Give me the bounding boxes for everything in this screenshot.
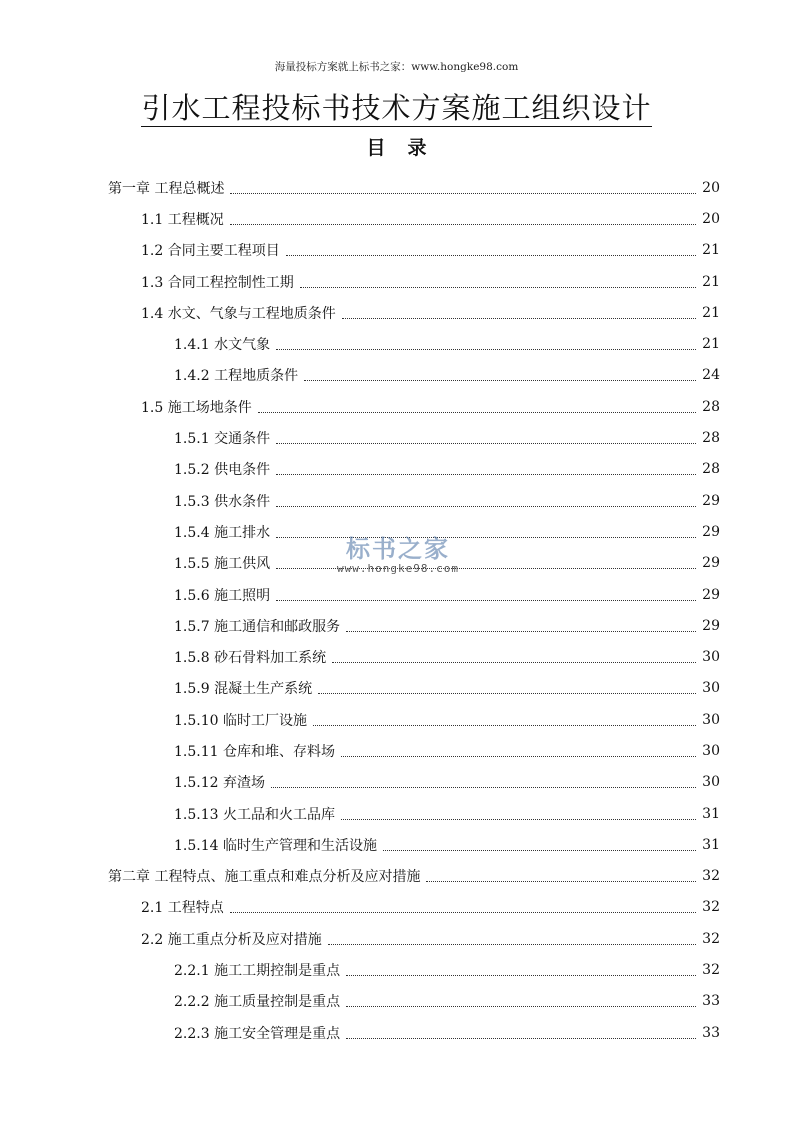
toc-entry-label: 1.4 水文、气象与工程地质条件	[141, 305, 336, 322]
toc-entry[interactable]	[108, 485, 720, 516]
toc-entry-label: 1.3 合同工程控制性工期	[141, 274, 294, 291]
toc-entry[interactable]	[108, 328, 720, 359]
toc-entry[interactable]	[108, 391, 720, 422]
toc-entry[interactable]	[108, 704, 720, 735]
toc-entry-label: 1.1 工程概况	[141, 211, 224, 228]
toc-entry[interactable]	[108, 641, 720, 672]
toc-dot-leader	[341, 755, 696, 757]
toc-entry[interactable]	[108, 1017, 720, 1048]
toc-entry[interactable]	[108, 798, 720, 829]
toc-entry-label: 2.2 施工重点分析及应对措施	[141, 931, 322, 948]
toc-entry-page: 20	[702, 210, 720, 227]
toc-dot-leader	[313, 724, 696, 726]
toc-entry-page: 30	[702, 649, 720, 666]
toc-entry-page: 30	[702, 680, 720, 697]
toc-dot-leader	[230, 911, 696, 913]
toc-entry[interactable]	[108, 610, 720, 641]
toc-entry[interactable]	[108, 516, 720, 547]
toc-entry-label: 1.5.7 施工通信和邮政服务	[174, 618, 341, 635]
toc-entry-label: 1.5.1 交通条件	[174, 431, 271, 448]
toc-dot-leader	[276, 442, 696, 444]
toc-entry-label: 1.5.3 供水条件	[174, 493, 271, 510]
toc-entry-page: 32	[702, 899, 720, 916]
toc-entry-label: 1.5.6 施工照明	[174, 587, 271, 604]
toc-entry-label: 1.5.13 火工品和火工品库	[174, 806, 335, 823]
toc-entry-page: 33	[702, 1024, 720, 1041]
toc-entry[interactable]	[108, 829, 720, 860]
toc-entry-label: 1.5.9 混凝土生产系统	[174, 681, 313, 698]
toc-dot-leader	[271, 786, 696, 788]
toc-entry[interactable]	[108, 548, 720, 579]
toc-dot-leader	[230, 192, 696, 194]
toc-dot-leader	[341, 818, 696, 820]
toc-entry[interactable]	[108, 767, 720, 798]
toc-entry-page: 30	[702, 774, 720, 791]
toc-entry-label: 1.4.1 水文气象	[174, 337, 271, 354]
toc-entry-page: 21	[702, 273, 720, 290]
toc-entry-page: 21	[702, 336, 720, 353]
toc-entry[interactable]	[108, 861, 720, 892]
toc-dot-leader	[426, 880, 696, 882]
toc-entry[interactable]	[108, 673, 720, 704]
toc-entry[interactable]	[108, 579, 720, 610]
toc-entry-page: 33	[702, 993, 720, 1010]
toc-entry-page: 30	[702, 711, 720, 728]
toc-entry-page: 31	[702, 805, 720, 822]
toc-entry-label: 2.2.3 施工安全管理是重点	[174, 1025, 341, 1042]
toc-dot-leader	[276, 599, 696, 601]
toc-dot-leader	[346, 1005, 696, 1007]
toc-entry[interactable]	[108, 986, 720, 1017]
table-of-contents	[108, 172, 720, 1048]
toc-entry-page: 29	[702, 555, 720, 572]
toc-entry-label: 1.5.4 施工排水	[174, 524, 271, 541]
toc-entry-label: 2.1 工程特点	[141, 900, 224, 917]
toc-entry-label: 1.5.11 仓库和堆、存料场	[174, 743, 335, 760]
toc-entry[interactable]	[108, 923, 720, 954]
toc-entry-page: 30	[702, 742, 720, 759]
toc-dot-leader	[383, 849, 696, 851]
toc-entry[interactable]	[108, 203, 720, 234]
toc-entry-page: 28	[702, 398, 720, 415]
toc-entry-label: 1.5.10 临时工厂设施	[174, 712, 307, 729]
toc-dot-leader	[346, 974, 696, 976]
toc-entry-label: 1.2 合同主要工程项目	[141, 243, 280, 260]
toc-entry-label: 第二章 工程特点、施工重点和难点分析及应对措施	[108, 869, 421, 886]
toc-entry-page: 32	[702, 868, 720, 885]
toc-entry-label: 1.5.2 供电条件	[174, 462, 271, 479]
toc-entry-page: 21	[702, 242, 720, 259]
toc-entry-label: 2.2.2 施工质量控制是重点	[174, 994, 341, 1011]
header-note: 海量投标方案就上标书之家：www.hongke98.com	[274, 61, 519, 73]
toc-entry[interactable]	[108, 297, 720, 328]
toc-dot-leader	[276, 536, 696, 538]
toc-entry[interactable]	[108, 954, 720, 985]
toc-entry-label: 1.5.8 砂石骨料加工系统	[174, 650, 327, 667]
toc-dot-leader	[318, 692, 696, 694]
toc-dot-leader	[346, 630, 696, 632]
toc-dot-leader	[276, 505, 696, 507]
toc-dot-leader	[230, 223, 696, 225]
toc-entry[interactable]	[108, 735, 720, 766]
toc-dot-leader	[276, 473, 696, 475]
toc-entry-label: 1.5.12 弃渣场	[174, 775, 265, 792]
toc-entry-label: 1.5 施工场地条件	[141, 399, 252, 416]
toc-entry[interactable]	[108, 454, 720, 485]
toc-entry-label: 1.5.14 临时生产管理和生活设施	[174, 837, 377, 854]
toc-heading: 目录	[366, 137, 449, 159]
toc-dot-leader	[286, 254, 696, 256]
toc-entry[interactable]	[108, 172, 720, 203]
toc-entry-page: 21	[702, 304, 720, 321]
toc-entry-page: 29	[702, 523, 720, 540]
toc-entry-page: 32	[702, 962, 720, 979]
toc-entry-label: 第一章 工程总概述	[108, 180, 225, 197]
toc-entry[interactable]	[108, 892, 720, 923]
watermark-url: www.hongke98.com	[337, 562, 459, 575]
toc-dot-leader	[304, 379, 696, 381]
toc-entry-page: 31	[702, 836, 720, 853]
toc-entry[interactable]	[108, 266, 720, 297]
toc-entry-label: 1.4.2 工程地质条件	[174, 368, 299, 385]
toc-entry-label: 1.5.5 施工供风	[174, 556, 271, 573]
toc-dot-leader	[276, 348, 696, 350]
toc-dot-leader	[328, 943, 696, 945]
watermark-name: 标书之家	[346, 535, 450, 563]
toc-entry-page: 29	[702, 617, 720, 634]
toc-entry-page: 24	[702, 367, 720, 384]
toc-entry-page: 29	[702, 586, 720, 603]
toc-entry-page: 28	[702, 430, 720, 447]
toc-dot-leader	[300, 286, 696, 288]
toc-dot-leader	[276, 567, 696, 569]
toc-entry-label: 2.2.1 施工工期控制是重点	[174, 963, 341, 980]
toc-entry-page: 28	[702, 461, 720, 478]
toc-entry[interactable]	[108, 422, 720, 453]
toc-dot-leader	[258, 411, 696, 413]
toc-entry[interactable]	[108, 360, 720, 391]
toc-dot-leader	[332, 661, 696, 663]
toc-entry-page: 29	[702, 492, 720, 509]
toc-dot-leader	[346, 1037, 696, 1039]
document-title	[0, 86, 793, 127]
toc-entry-page: 32	[702, 930, 720, 947]
toc-entry[interactable]	[108, 235, 720, 266]
document-title-text: 引水工程投标书技术方案施工组织设计	[141, 91, 652, 125]
toc-dot-leader	[342, 317, 696, 319]
toc-entry-page: 20	[702, 179, 720, 196]
